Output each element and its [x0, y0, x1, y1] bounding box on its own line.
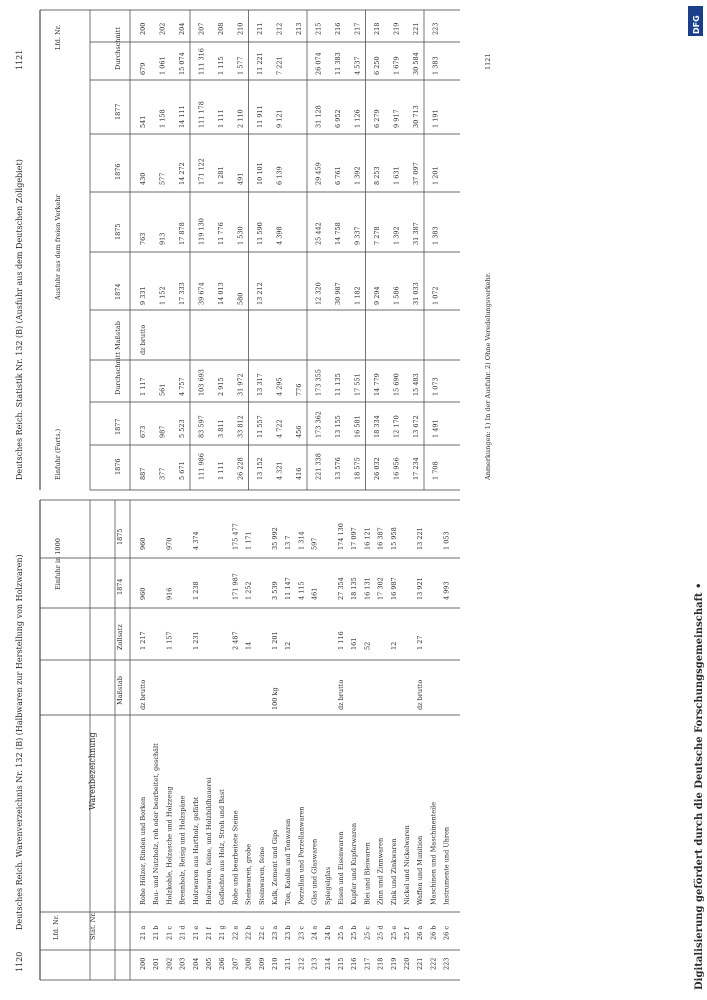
right-row-h: 111 316 [197, 48, 206, 75]
right-row-d: 1 152 [158, 286, 167, 305]
left-row-v1: 1 231 [191, 631, 200, 650]
left-row-text: Kalk, Zement und Gips [271, 829, 279, 905]
right-row-nr: 207 [197, 22, 206, 35]
left-row-v3: 1 053 [442, 531, 451, 550]
left-row-stat: 25 f [403, 927, 411, 940]
left-row-stat: 22 b [244, 925, 253, 940]
right-row-nr: 216 [334, 22, 342, 35]
right-row-g: 1 158 [158, 109, 167, 128]
left-row-v2: 18 135 [350, 577, 359, 600]
right-row-h: 15 074 [178, 52, 186, 75]
right-row-unit: dz brutto [139, 324, 147, 355]
left-row-v3: 175 477 [231, 523, 240, 550]
right-row-e: 1 383 [431, 226, 440, 245]
right-row-nr: 208 [217, 22, 225, 35]
left-row-v2: 171 987 [231, 573, 240, 600]
dfg-banner [694, 583, 705, 990]
right-row-e: 119 130 [197, 218, 206, 245]
right-row-g: 2 110 [236, 109, 245, 128]
left-col-1875: 1875 [116, 528, 124, 545]
right-row-e: 25 442 [314, 222, 323, 245]
left-row-v2: 1 238 [191, 581, 200, 600]
left-row-v3: 4 374 [191, 531, 200, 550]
left-row-v3: 13 221 [416, 527, 425, 550]
left-row-v2: 13 921 [416, 577, 425, 600]
right-row-b: 13 155 [334, 415, 342, 438]
right-row-a: 13 152 [256, 457, 264, 480]
left-row-v2: 16 131 [363, 577, 372, 600]
right-row-d: 1 182 [353, 286, 362, 305]
right-row-b: 3 811 [217, 419, 225, 438]
right-row-d: 13 212 [256, 282, 264, 305]
right-row-c: 1 117 [139, 377, 147, 396]
right-row-g: 30 713 [412, 105, 420, 128]
left-row-nr: 208 [244, 957, 253, 970]
banner-text: Digitalisierung gefördert durch die Deutsche Forschungsgemeinschaft • [694, 582, 705, 990]
left-row-v3: 16 387 [376, 527, 385, 550]
right-row-h: 1 061 [158, 56, 167, 75]
left-row-v3: 35 992 [271, 527, 279, 550]
right-row-e: 11 776 [217, 222, 225, 245]
left-col-unit: Maßstab [116, 676, 124, 705]
right-row-b: 33 812 [236, 415, 245, 438]
left-row-v2: 960 [139, 587, 147, 600]
right-col-8: 1876 [114, 163, 122, 180]
right-row-e: 31 387 [412, 222, 420, 245]
left-row-text: Geflechte aus Holz, Stroh und Bast [218, 789, 227, 905]
right-row-d: 9 331 [139, 286, 147, 305]
left-row-text: Bau- und Nutzholz, roh oder bearbeitet, geschält [152, 743, 161, 905]
left-row-v3: 1 314 [297, 531, 306, 550]
right-page-header: Deutsches Reich. Statistik Nr. 132 (B) (Ausfuhr aus dem Deutschen Zollgebiet) [15, 159, 24, 480]
right-row-b: 5 523 [178, 419, 186, 438]
left-row-stat: 25 e [389, 925, 398, 940]
left-row-nr: 212 [297, 957, 306, 970]
right-col-4: Durchschnitt [114, 352, 122, 395]
right-row-e: 4 398 [275, 226, 284, 245]
right-row-e: 763 [139, 232, 147, 245]
right-row-e: 7 278 [373, 226, 381, 245]
left-row-v3: 16 121 [363, 527, 372, 550]
right-row-c: 13 317 [256, 373, 264, 396]
right-row-b: 4 722 [275, 419, 284, 438]
left-row-v2: 16 987 [389, 577, 398, 600]
right-row-a: 377 [158, 467, 167, 480]
right-row-c: 776 [295, 383, 303, 396]
right-row-d: 12 320 [314, 282, 323, 305]
right-row-c: 15 690 [392, 373, 401, 396]
left-row-text: Steinwaren, feine [257, 846, 266, 905]
right-row-a: 5 671 [178, 461, 186, 480]
left-row-text: Porzellan und Porzellanwaren [297, 806, 306, 905]
right-row-nr: 200 [139, 22, 147, 35]
left-row-v1: 1 217 [139, 631, 147, 650]
right-row-nr: 212 [275, 22, 284, 35]
left-row-v3: 174 130 [337, 523, 345, 550]
left-row-v2: 11 147 [284, 577, 293, 600]
left-row-stat: 24 b [323, 925, 332, 940]
right-row-f: 1 281 [217, 166, 225, 185]
right-row-e: 14 758 [334, 222, 342, 245]
right-row-h: 4 537 [353, 56, 362, 75]
left-row-v2: 27 354 [337, 577, 345, 600]
right-row-h: 7 221 [275, 56, 284, 75]
right-row-a: 111 986 [197, 453, 206, 480]
left-row-nr: 215 [337, 957, 345, 970]
left-row-text: Holzkohle, Holzasche und Holzzeug [165, 786, 174, 905]
left-row-v3: 1 171 [244, 531, 253, 550]
left-row-v1: 52 [363, 641, 372, 650]
left-row-nr: 210 [271, 957, 279, 970]
left-row-nr: 206 [218, 957, 227, 970]
left-row-text: Glas und Glaswaren [310, 838, 319, 905]
right-row-a: 221 338 [314, 453, 323, 480]
left-row-stat: 24 a [310, 925, 319, 940]
left-row-text: Nickel und Nickelwaren [403, 825, 411, 905]
left-row-text: Eisen und Eisenwaren [337, 831, 345, 905]
left-row-text: Holzwaren aus Hartholz, gefärbt [191, 796, 200, 905]
left-row-v2: 3 539 [271, 581, 279, 600]
right-row-c: 4 295 [275, 377, 284, 396]
left-row-nr: 204 [191, 957, 200, 970]
right-col-nr: Lfd. Nr. [54, 24, 62, 50]
right-row-g: 6 952 [334, 109, 342, 128]
right-row-a: 18 575 [353, 457, 362, 480]
right-row-g: 1 191 [431, 109, 440, 128]
left-col-stat: Stat. Nr. [89, 912, 97, 940]
left-row-v1: 1 27 [416, 635, 425, 650]
left-row-stat: 21 a [139, 925, 147, 940]
left-row-nr: 205 [205, 957, 213, 970]
right-row-a: 1 708 [431, 461, 440, 480]
right-row-h: 1 679 [392, 56, 401, 75]
right-row-nr: 210 [236, 22, 245, 35]
right-row-b: 11 557 [256, 415, 264, 438]
left-row-stat: 26 c [442, 926, 451, 940]
left-row-v1: 14 [244, 641, 253, 650]
right-row-g: 1 126 [353, 109, 362, 128]
right-row-f: 14 272 [178, 162, 186, 185]
left-row-text: Rohe und bearbeitete Steine [231, 810, 240, 905]
dfg-badge-text: DFG [692, 15, 701, 34]
right-row-f: 577 [158, 172, 167, 185]
left-row-v2: 916 [165, 587, 174, 600]
right-row-h: 6 250 [373, 56, 381, 75]
left-row-v2: 461 [310, 587, 319, 600]
left-row-text: Waffen und Munition [416, 835, 425, 905]
left-row-nr: 219 [389, 957, 398, 970]
left-row-v1: 1 201 [271, 631, 279, 650]
right-row-h: 26 074 [314, 52, 323, 75]
left-col-1874: 1874 [116, 578, 124, 595]
left-row-unit: dz brutto [416, 679, 425, 710]
left-row-stat: 21 b [152, 925, 161, 940]
left-row-unit: dz brutto [139, 679, 147, 710]
right-row-f: 10 101 [256, 162, 264, 185]
left-row-stat: 22 a [231, 925, 240, 940]
right-row-b: 13 672 [412, 415, 420, 438]
right-row-nr: 211 [256, 22, 264, 35]
left-row-v1: 12 [389, 641, 398, 650]
right-row-b: 18 334 [373, 415, 381, 438]
left-row-v2: 1 252 [244, 581, 253, 600]
right-row-nr: 202 [158, 22, 167, 35]
right-row-f: 171 122 [197, 158, 206, 185]
right-row-f: 1 201 [431, 166, 440, 185]
right-row-a: 26 228 [236, 457, 245, 480]
right-row-nr: 213 [295, 22, 303, 35]
right-row-nr: 223 [431, 22, 440, 35]
left-row-text: Instrumente und Uhren [442, 826, 451, 905]
right-col-2: 1876 [114, 458, 122, 475]
left-row-stat: 23 b [284, 925, 293, 940]
left-row-v3: 970 [165, 537, 174, 550]
left-row-stat: 21 g [218, 925, 227, 940]
right-row-nr: 219 [392, 22, 401, 35]
right-row-d: 39 674 [197, 282, 206, 305]
right-row-e: 9 337 [353, 226, 362, 245]
right-row-g: 111 178 [197, 101, 206, 128]
right-row-c: 4 757 [178, 377, 186, 396]
right-row-g: 6 279 [373, 109, 381, 128]
right-row-b: 16 581 [353, 415, 362, 438]
left-row-nr: 218 [376, 957, 385, 970]
left-row-v2: 4 993 [442, 581, 451, 600]
right-col-3: 1877 [114, 418, 122, 435]
right-row-e: 11 590 [256, 222, 264, 245]
right-row-a: 13 576 [334, 457, 342, 480]
left-row-nr: 200 [139, 957, 147, 970]
right-row-e: 1 392 [392, 226, 401, 245]
right-row-a: 26 032 [373, 457, 381, 480]
left-row-text: Brennholz, Reisig und Holzspäne [178, 795, 187, 905]
dfg-badge [692, 15, 701, 34]
left-row-v1: 12 [284, 641, 293, 650]
right-row-a: 16 956 [392, 457, 401, 480]
left-row-v2: 4 115 [297, 581, 306, 600]
right-row-g: 9 121 [275, 109, 284, 128]
right-row-e: 17 878 [178, 222, 186, 245]
right-row-g: 541 [139, 115, 147, 128]
left-col-desc: Warenbezeichnung [88, 732, 97, 810]
right-row-c: 103 693 [197, 369, 206, 396]
right-row-b: 83 597 [197, 415, 206, 438]
right-row-c: 561 [158, 383, 167, 396]
right-row-b: 173 362 [314, 411, 323, 438]
right-row-h: 11 221 [256, 52, 264, 75]
right-row-d: 30 987 [334, 282, 342, 305]
right-row-f: 491 [236, 172, 245, 185]
right-row-c: 15 483 [412, 373, 420, 396]
left-row-text: Kupfer und Kupferwaren [350, 822, 359, 905]
right-row-f: 1 392 [353, 166, 362, 185]
left-row-v2: 17 302 [376, 577, 385, 600]
left-row-nr: 221 [416, 957, 425, 970]
right-row-g: 9 917 [392, 109, 401, 128]
left-row-nr: 201 [152, 957, 161, 970]
left-row-unit: 100 kg [271, 687, 279, 710]
left-row-stat: 26 a [416, 925, 425, 940]
left-einfuhr-header: Einfuhr in 1000 [54, 538, 62, 590]
left-row-v3: 15 958 [389, 527, 398, 550]
left-col-nr: Lfd. Nr. [52, 914, 60, 940]
right-row-h: 679 [139, 62, 147, 75]
right-row-c: 173 355 [314, 369, 323, 396]
right-col-9: 1877 [114, 103, 122, 120]
right-row-f: 37 097 [412, 162, 420, 185]
right-ausfuhr-header: Ausfuhr aus dem freien Verkehr [54, 194, 62, 300]
left-row-text: Ton, Kaolin und Tonwaren [284, 818, 293, 905]
right-row-c: 11 135 [334, 373, 342, 396]
right-row-e: 913 [158, 232, 167, 245]
left-row-text: Blei und Bleiwaren [363, 842, 372, 905]
right-row-b: 456 [295, 425, 303, 438]
right-row-nr: 215 [314, 22, 323, 35]
left-row-nr: 213 [310, 957, 319, 970]
right-row-b: 12 170 [392, 415, 401, 438]
left-row-nr: 223 [442, 957, 451, 970]
right-row-a: 416 [295, 467, 303, 480]
right-row-f: 6 761 [334, 166, 342, 185]
right-row-d: 580 [236, 292, 245, 305]
right-row-g: 31 128 [314, 105, 323, 128]
left-row-unit: dz brutto [337, 679, 345, 710]
right-row-c: 2 915 [217, 377, 225, 396]
right-row-a: 4 321 [275, 461, 284, 480]
left-row-stat: 21 e [191, 925, 200, 940]
left-row-stat: 23 c [297, 926, 306, 940]
right-row-f: 6 139 [275, 166, 284, 185]
right-row-a: 1 111 [217, 461, 225, 480]
left-row-nr: 216 [350, 957, 359, 970]
footer-note: Anmerkungen: 1) In der Ausfuhr. 2) Ohne Veredelungsverkehr. [484, 272, 492, 480]
right-row-nr: 221 [412, 22, 420, 35]
right-row-nr: 217 [353, 22, 362, 35]
right-row-h: 1 383 [431, 56, 440, 75]
right-row-c: 1 073 [431, 377, 440, 396]
left-row-stat: 23 a [271, 925, 279, 940]
right-row-c: 14 779 [373, 373, 381, 396]
right-row-d: 31 033 [412, 282, 420, 305]
right-row-f: 1 631 [392, 166, 401, 185]
left-row-nr: 214 [323, 957, 332, 970]
right-row-nr: 218 [373, 22, 381, 35]
left-row-nr: 220 [403, 957, 411, 970]
right-row-d: 9 294 [373, 286, 381, 305]
right-row-h: 1 115 [217, 56, 225, 75]
left-row-stat: 25 b [350, 925, 359, 940]
left-row-v1: 1 157 [165, 631, 174, 650]
left-row-text: Holzwaren, feine, und Holzbildhauerei [205, 777, 213, 905]
left-row-text: Steinwaren, grobe [244, 843, 253, 905]
left-page-header: Deutsches Reich. Warenverzeichnis Nr. 132 (B) (Halbwaren zur Herstellung von Holzwaren) [15, 554, 24, 930]
left-row-stat: 25 c [363, 926, 372, 940]
right-row-e: 1 530 [236, 226, 245, 245]
right-row-a: 887 [139, 467, 147, 480]
left-row-nr: 222 [429, 957, 438, 970]
left-row-v3: 17 097 [350, 527, 359, 550]
right-row-h: 1 577 [236, 56, 245, 75]
right-col-10: Durchschnitt [114, 27, 122, 70]
rotated-page [15, 10, 492, 980]
left-row-v1: 1 116 [337, 631, 345, 650]
right-row-b: 987 [158, 425, 167, 438]
left-row-v3: 960 [139, 537, 147, 550]
left-table-rows [40, 500, 460, 970]
left-row-nr: 207 [231, 957, 240, 970]
left-row-stat: 21 d [178, 925, 187, 940]
right-col-5: Maßstab [114, 321, 122, 350]
left-row-nr: 211 [284, 957, 293, 970]
right-row-d: 1 072 [431, 286, 440, 305]
right-row-b: 673 [139, 425, 147, 438]
left-page-number: 1120 [15, 951, 24, 972]
left-row-stat: 21 f [205, 927, 213, 940]
left-row-nr: 217 [363, 957, 372, 970]
right-row-c: 31 972 [236, 373, 245, 396]
right-row-f: 430 [139, 172, 147, 185]
right-row-f: 8 253 [373, 166, 381, 185]
right-row-g: 14 111 [178, 105, 186, 128]
left-col-zoll: Zollsatz [116, 624, 124, 650]
left-row-stat: 22 c [257, 926, 266, 940]
right-row-d: 1 586 [392, 286, 401, 305]
left-row-text: Maschinen und Maschinenteile [429, 801, 438, 905]
left-row-text: Zinn und Zinnwaren [376, 837, 385, 905]
left-row-v3: 597 [310, 537, 319, 550]
right-row-f: 29 459 [314, 162, 323, 185]
right-row-d: 17 333 [178, 282, 186, 305]
left-row-nr: 203 [178, 957, 187, 970]
left-row-stat: 25 d [376, 925, 385, 940]
left-row-nr: 202 [165, 957, 174, 970]
right-page-number: 1121 [15, 49, 24, 70]
right-row-d: 14 013 [217, 282, 225, 305]
left-row-v1: 161 [350, 637, 359, 650]
right-einfuhr-header: Einfuhr (Forts.) [54, 428, 62, 480]
left-row-v3: 13 7 [284, 535, 293, 550]
right-row-h: 11 383 [334, 52, 342, 75]
right-row-g: 1 111 [217, 109, 225, 128]
right-row-h: 30 584 [412, 52, 420, 75]
left-row-stat: 25 a [337, 925, 345, 940]
left-row-text: Zink und Zinkwaren [389, 838, 398, 905]
left-row-stat: 26 b [429, 925, 438, 940]
left-row-stat: 21 c [165, 926, 174, 940]
right-table-rows [90, 10, 460, 490]
left-row-text: Rohe Hölzer, Rinden und Borken [139, 796, 147, 905]
left-row-text: Spiegelglas [323, 866, 332, 905]
left-row-v1: 2 487 [231, 631, 240, 650]
left-table [40, 500, 460, 980]
right-row-nr: 204 [178, 22, 186, 35]
right-row-b: 1 491 [431, 419, 440, 438]
right-col-7: 1875 [114, 223, 122, 240]
right-col-6: 1874 [114, 283, 122, 300]
left-row-nr: 209 [257, 957, 266, 970]
right-row-c: 17 551 [353, 373, 362, 396]
right-row-g: 11 911 [256, 105, 264, 128]
right-row-a: 17 234 [412, 457, 420, 480]
footer-page: 1121 [484, 53, 492, 70]
